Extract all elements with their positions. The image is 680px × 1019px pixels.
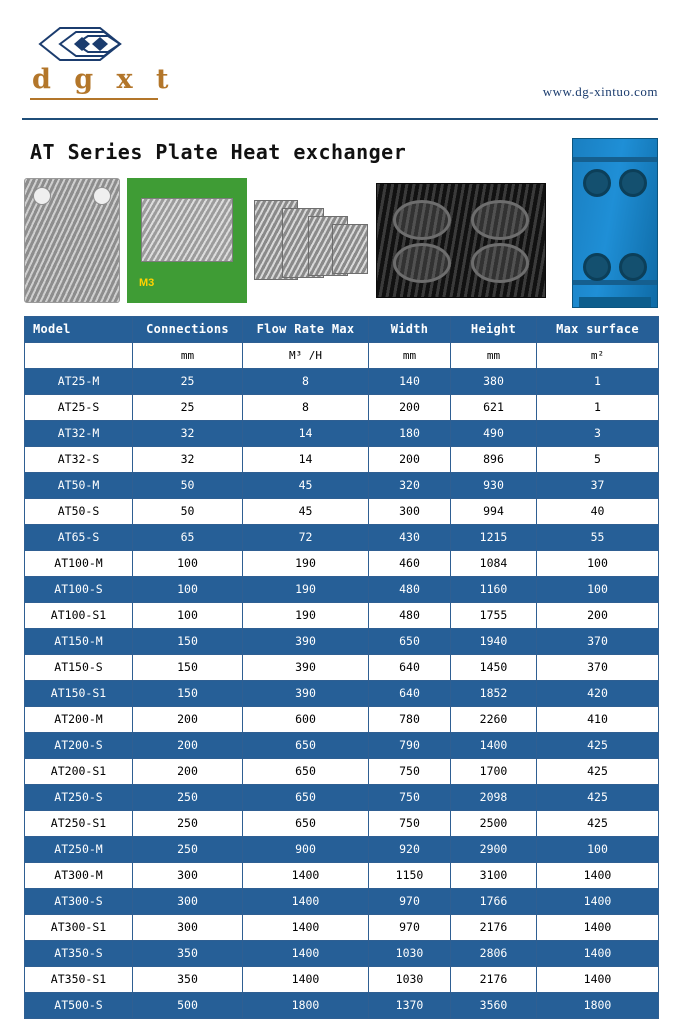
cell-flow-rate: 600 (243, 707, 369, 733)
table-row (25, 447, 659, 473)
column-header-flow-rate-max: Flow Rate Max (243, 317, 369, 343)
cell-model: AT25-S (25, 395, 133, 421)
cell-connections: 100 (133, 551, 243, 577)
plate-model-caption: M3 (139, 277, 155, 289)
cell-max-surface: 1400 (537, 915, 659, 941)
cell-model: AT32-M (25, 421, 133, 447)
cell-connections: 25 (133, 395, 243, 421)
cell-model: AT32-S (25, 447, 133, 473)
cell-width: 650 (369, 629, 451, 655)
logo-underline (30, 98, 158, 100)
company-logo (30, 22, 180, 100)
cell-max-surface: 370 (537, 629, 659, 655)
table-row (25, 369, 659, 395)
units-max-surface: m² (537, 343, 659, 369)
cell-height: 621 (451, 395, 537, 421)
table-row (25, 603, 659, 629)
cell-width: 460 (369, 551, 451, 577)
column-header-width: Width (369, 317, 451, 343)
table-row (25, 577, 659, 603)
cell-connections: 100 (133, 603, 243, 629)
table-row (25, 681, 659, 707)
header-divider (22, 118, 658, 120)
cell-connections: 100 (133, 577, 243, 603)
cell-model: AT300-S1 (25, 915, 133, 941)
table-row (25, 811, 659, 837)
cell-flow-rate: 190 (243, 577, 369, 603)
cell-height: 1160 (451, 577, 537, 603)
grey-plate-photo (24, 178, 120, 303)
cell-height: 2806 (451, 941, 537, 967)
table-row (25, 993, 659, 1019)
cell-model: AT100-S1 (25, 603, 133, 629)
table-body (25, 343, 659, 1019)
cell-width: 640 (369, 681, 451, 707)
cell-max-surface: 425 (537, 785, 659, 811)
cell-max-surface: 425 (537, 733, 659, 759)
units-flow-rate: M³ /H (243, 343, 369, 369)
cell-height: 1215 (451, 525, 537, 551)
cell-flow-rate: 1400 (243, 915, 369, 941)
cell-flow-rate: 390 (243, 629, 369, 655)
cell-flow-rate: 390 (243, 681, 369, 707)
cell-model: AT500-S (25, 993, 133, 1019)
cell-model: AT100-S (25, 577, 133, 603)
table-units-row (25, 343, 659, 369)
cell-height: 896 (451, 447, 537, 473)
cell-flow-rate: 1800 (243, 993, 369, 1019)
cell-width: 970 (369, 889, 451, 915)
cell-model: AT200-S (25, 733, 133, 759)
cell-max-surface: 3 (537, 421, 659, 447)
table-row (25, 421, 659, 447)
cell-max-surface: 55 (537, 525, 659, 551)
cell-max-surface: 1400 (537, 967, 659, 993)
diamond-logo-icon (30, 22, 150, 66)
cell-flow-rate: 190 (243, 603, 369, 629)
cell-max-surface: 1 (537, 369, 659, 395)
cell-width: 180 (369, 421, 451, 447)
cell-height: 2260 (451, 707, 537, 733)
cell-model: AT250-S1 (25, 811, 133, 837)
cell-connections: 150 (133, 655, 243, 681)
column-header-model: Model (25, 317, 133, 343)
cell-max-surface: 1400 (537, 889, 659, 915)
cell-max-surface: 425 (537, 811, 659, 837)
table-row (25, 525, 659, 551)
cell-max-surface: 5 (537, 447, 659, 473)
table-row (25, 759, 659, 785)
plate-stack-photo (252, 178, 370, 303)
cell-width: 200 (369, 395, 451, 421)
cell-connections: 65 (133, 525, 243, 551)
cell-height: 1450 (451, 655, 537, 681)
cell-width: 640 (369, 655, 451, 681)
website-url[interactable]: www.dg-xintuo.com (542, 84, 658, 99)
cell-max-surface: 100 (537, 837, 659, 863)
cell-connections: 500 (133, 993, 243, 1019)
cell-max-surface: 100 (537, 577, 659, 603)
cell-connections: 25 (133, 369, 243, 395)
column-header-max-surface: Max surface (537, 317, 659, 343)
cell-flow-rate: 14 (243, 447, 369, 473)
cell-connections: 350 (133, 967, 243, 993)
cell-connections: 200 (133, 733, 243, 759)
table-row (25, 629, 659, 655)
cell-height: 380 (451, 369, 537, 395)
cell-width: 480 (369, 577, 451, 603)
units-model (25, 343, 133, 369)
table-row (25, 499, 659, 525)
cell-height: 1766 (451, 889, 537, 915)
cell-height: 1940 (451, 629, 537, 655)
cell-width: 140 (369, 369, 451, 395)
cell-model: AT100-M (25, 551, 133, 577)
cell-width: 1030 (369, 967, 451, 993)
cell-width: 1370 (369, 993, 451, 1019)
cell-connections: 150 (133, 629, 243, 655)
cell-height: 3100 (451, 863, 537, 889)
cell-flow-rate: 45 (243, 499, 369, 525)
cell-max-surface: 100 (537, 551, 659, 577)
cell-model: AT150-M (25, 629, 133, 655)
cell-connections: 200 (133, 707, 243, 733)
table-row (25, 863, 659, 889)
cell-flow-rate: 650 (243, 811, 369, 837)
table-row (25, 395, 659, 421)
cell-connections: 200 (133, 759, 243, 785)
table-row (25, 941, 659, 967)
cell-flow-rate: 900 (243, 837, 369, 863)
cell-max-surface: 410 (537, 707, 659, 733)
cell-flow-rate: 1400 (243, 967, 369, 993)
table-row (25, 785, 659, 811)
cell-flow-rate: 72 (243, 525, 369, 551)
cell-height: 2500 (451, 811, 537, 837)
cell-flow-rate: 650 (243, 759, 369, 785)
table-row (25, 837, 659, 863)
cell-width: 200 (369, 447, 451, 473)
cell-flow-rate: 1400 (243, 889, 369, 915)
cell-connections: 300 (133, 889, 243, 915)
cell-width: 790 (369, 733, 451, 759)
cell-model: AT300-S (25, 889, 133, 915)
cell-connections: 250 (133, 837, 243, 863)
cell-model: AT150-S (25, 655, 133, 681)
cell-width: 320 (369, 473, 451, 499)
cell-flow-rate: 190 (243, 551, 369, 577)
cell-max-surface: 420 (537, 681, 659, 707)
page-title: AT Series Plate Heat exchanger (30, 140, 407, 164)
cell-width: 920 (369, 837, 451, 863)
units-width: mm (369, 343, 451, 369)
cell-height: 2900 (451, 837, 537, 863)
cell-max-surface: 1400 (537, 863, 659, 889)
cell-height: 1700 (451, 759, 537, 785)
cell-connections: 50 (133, 473, 243, 499)
cell-flow-rate: 8 (243, 369, 369, 395)
cell-max-surface: 1 (537, 395, 659, 421)
cell-width: 750 (369, 785, 451, 811)
cell-model: AT50-S (25, 499, 133, 525)
cell-model: AT25-M (25, 369, 133, 395)
cell-width: 430 (369, 525, 451, 551)
table-row (25, 707, 659, 733)
cell-model: AT150-S1 (25, 681, 133, 707)
cell-height: 490 (451, 421, 537, 447)
specification-table (24, 316, 659, 1019)
table-row (25, 473, 659, 499)
cell-height: 994 (451, 499, 537, 525)
cell-connections: 300 (133, 915, 243, 941)
table-row (25, 655, 659, 681)
cell-max-surface: 40 (537, 499, 659, 525)
cell-height: 930 (451, 473, 537, 499)
cell-connections: 32 (133, 447, 243, 473)
cell-flow-rate: 1400 (243, 941, 369, 967)
table-row (25, 889, 659, 915)
cell-connections: 250 (133, 785, 243, 811)
green-background-plate-photo (127, 178, 247, 303)
cell-model: AT200-M (25, 707, 133, 733)
cell-width: 1030 (369, 941, 451, 967)
cell-height: 2098 (451, 785, 537, 811)
cell-flow-rate: 1400 (243, 863, 369, 889)
cell-model: AT65-S (25, 525, 133, 551)
cell-height: 1084 (451, 551, 537, 577)
cell-width: 970 (369, 915, 451, 941)
units-height: mm (451, 343, 537, 369)
logo-wordmark: d g x t (32, 64, 176, 95)
cell-height: 2176 (451, 967, 537, 993)
table-header-row (25, 317, 659, 343)
cell-flow-rate: 8 (243, 395, 369, 421)
cell-height: 2176 (451, 915, 537, 941)
cell-width: 780 (369, 707, 451, 733)
cell-model: AT300-M (25, 863, 133, 889)
table-row (25, 551, 659, 577)
cell-max-surface: 200 (537, 603, 659, 629)
cell-flow-rate: 650 (243, 733, 369, 759)
blue-heat-exchanger-unit-photo (572, 138, 658, 308)
cell-max-surface: 1800 (537, 993, 659, 1019)
cell-width: 300 (369, 499, 451, 525)
table-row (25, 967, 659, 993)
column-header-height: Height (451, 317, 537, 343)
cell-flow-rate: 45 (243, 473, 369, 499)
cell-height: 3560 (451, 993, 537, 1019)
cell-model: AT350-S (25, 941, 133, 967)
cell-model: AT200-S1 (25, 759, 133, 785)
cell-max-surface: 37 (537, 473, 659, 499)
page-header (0, 0, 680, 120)
cell-flow-rate: 14 (243, 421, 369, 447)
cell-max-surface: 370 (537, 655, 659, 681)
cell-connections: 50 (133, 499, 243, 525)
units-connections: mm (133, 343, 243, 369)
cell-flow-rate: 650 (243, 785, 369, 811)
cell-width: 750 (369, 759, 451, 785)
cell-height: 1755 (451, 603, 537, 629)
cell-max-surface: 425 (537, 759, 659, 785)
cell-model: AT250-S (25, 785, 133, 811)
cell-flow-rate: 390 (243, 655, 369, 681)
cell-height: 1400 (451, 733, 537, 759)
cell-max-surface: 1400 (537, 941, 659, 967)
cell-connections: 350 (133, 941, 243, 967)
cell-connections: 300 (133, 863, 243, 889)
table-header (25, 317, 659, 343)
table-row (25, 915, 659, 941)
product-photo-strip (24, 178, 658, 308)
cell-model: AT50-M (25, 473, 133, 499)
cell-connections: 150 (133, 681, 243, 707)
cell-connections: 250 (133, 811, 243, 837)
dark-gasket-plates-photo (376, 183, 546, 298)
cell-width: 480 (369, 603, 451, 629)
column-header-connections: Connections (133, 317, 243, 343)
cell-width: 750 (369, 811, 451, 837)
cell-width: 1150 (369, 863, 451, 889)
table-row (25, 733, 659, 759)
cell-model: AT250-M (25, 837, 133, 863)
cell-height: 1852 (451, 681, 537, 707)
cell-model: AT350-S1 (25, 967, 133, 993)
cell-connections: 32 (133, 421, 243, 447)
